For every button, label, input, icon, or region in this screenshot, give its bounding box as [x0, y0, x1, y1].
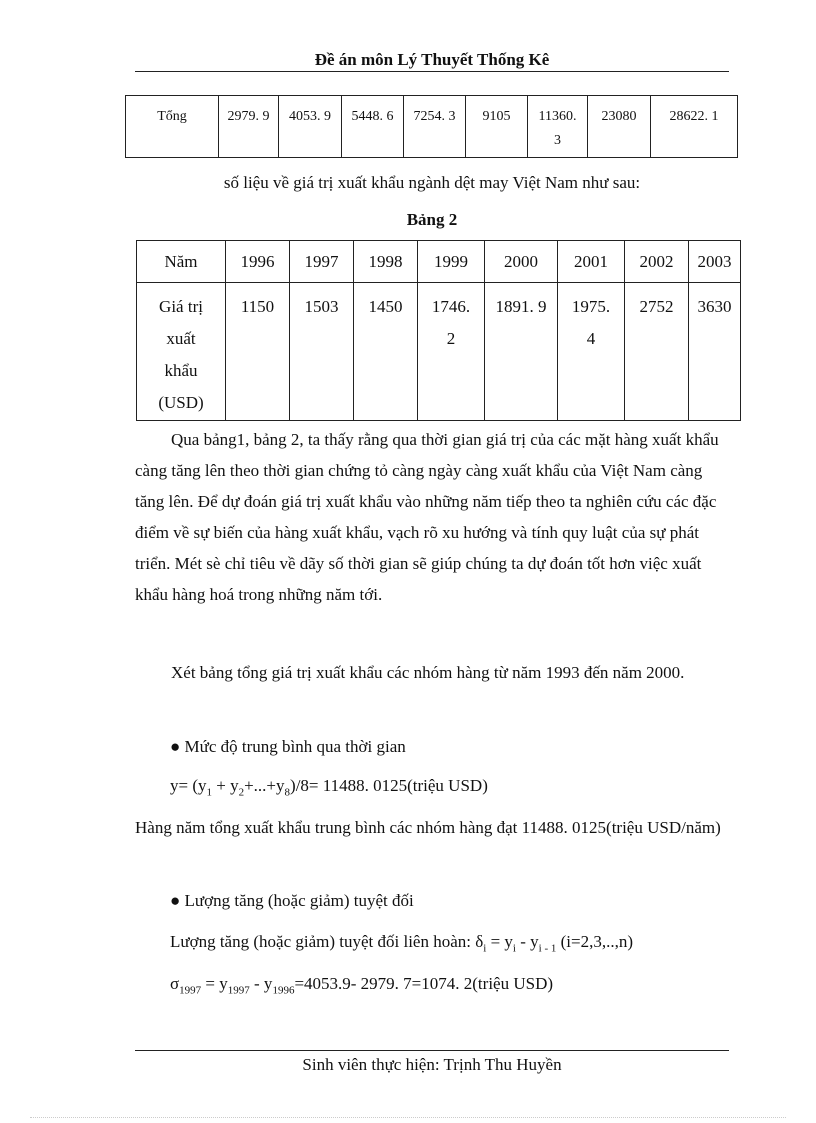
table2-value-cell: 1503 [290, 283, 354, 421]
formula-mean: $y= (y_1 + y_2+...+y_8)/8= 11488$. 0125(triệu USD) [170, 776, 488, 799]
paragraph-annual-average: Hàng năm tổng xuất khẩu trung bình các nhóm hàng đạt 11488. 0125(triệu USD/năm) [135, 818, 721, 837]
table2-value-cell: 2752 [625, 283, 689, 421]
table2-year-cell: 2003 [689, 241, 741, 283]
formula-1997-change: $\sigma_{1997} = y_{1997} - y_{1996}=4053.9-$ 2979. 7=1074. 2(triệu USD) [170, 974, 554, 997]
paragraph-analysis: Qua bảng1, bảng 2, ta thấy rằng qua thời gian giá trị của các mặt hàng xuất khẩu càng tăng lên theo thời gian chứng tỏ càng ngày càng xuất khẩu của Việt Nam càng tăng lên. Để dự đoán giá trị xuất khẩu vào những năm tiếp theo ta nghiên cứu các đặc điểm về sự biến của hàng xuất khẩu, vạch rõ xu hướng và tính quy luật của sự phát triển. Mét sè chỉ tiêu về dãy số thời gian sẽ giúp chúng ta dự đoán tốt hơn việc xuất khẩu hàng hoá trong những năm tới. [135, 430, 719, 604]
table-row [137, 283, 741, 421]
table1-label-cell: Tổng [126, 96, 219, 158]
table2-year-cell: 2001 [558, 241, 625, 283]
intro-sentence: số liệu về giá trị xuất khẩu ngành dệt may Việt Nam như sau: [223, 173, 641, 192]
table-2-textile-exports [136, 240, 741, 421]
table1-value-cell: 11360. 3 [528, 96, 588, 158]
table2-year-cell: 1996 [226, 241, 290, 283]
bullet-dot-icon: ● [170, 737, 185, 756]
table1-value-cell: 5448. 6 [342, 96, 404, 158]
table1-value-cell: 2979. 9 [219, 96, 279, 158]
table2-year-cell: 1997 [290, 241, 354, 283]
bullet-dot-icon: ● [170, 891, 185, 910]
table2-year-cell: 2002 [625, 241, 689, 283]
bullet-absolute-change: ● Lượng tăng (hoặc giảm) tuyệt đối [170, 891, 414, 910]
table-header-row [137, 241, 741, 283]
table1-value-cell: 4053. 9 [279, 96, 342, 158]
table-row [126, 96, 738, 158]
table1-value-cell: 28622. 1 [651, 96, 738, 158]
page-header-title: Đề án môn Lý Thuyết Thống Kê [314, 50, 550, 69]
paragraph-consider: Xét bảng tổng giá trị xuất khẩu các nhóm hàng từ năm 1993 đến năm 2000. [171, 663, 685, 682]
table-1-total-row [125, 95, 738, 158]
table2-header-label: Năm [137, 241, 226, 283]
formula-chain-change: Lượng tăng (hoặc giảm) tuyệt đối liên hoàn: $\delta_i = y_i - y_{i - 1}$ (i=2,3,..,n) [170, 932, 634, 955]
table1-value-cell: 23080 [588, 96, 651, 158]
table2-value-cell: 1975. 4 [558, 283, 625, 421]
header-rule [135, 71, 729, 72]
table2-value-cell: 1150 [226, 283, 290, 421]
table2-year-cell: 2000 [485, 241, 558, 283]
page-bottom-dotted-rule [30, 1117, 786, 1118]
table1-value-cell: 7254. 3 [404, 96, 466, 158]
footer-rule [135, 1050, 729, 1051]
bullet-average-level: ● Mức độ trung bình qua thời gian [170, 737, 406, 756]
table2-value-cell: 3630 [689, 283, 741, 421]
table2-year-cell: 1999 [418, 241, 485, 283]
table2-value-cell: 1450 [354, 283, 418, 421]
table2-year-cell: 1998 [354, 241, 418, 283]
table2-value-cell: 1891. 9 [485, 283, 558, 421]
table1-value-cell: 9105 [466, 96, 528, 158]
table2-row-label: Giá trị xuất khẩu (USD) [137, 283, 226, 421]
table2-caption: Bảng 2 [406, 210, 458, 229]
footer-author: Sinh viên thực hiện: Trịnh Thu Huyền [302, 1055, 562, 1074]
table2-value-cell: 1746. 2 [418, 283, 485, 421]
